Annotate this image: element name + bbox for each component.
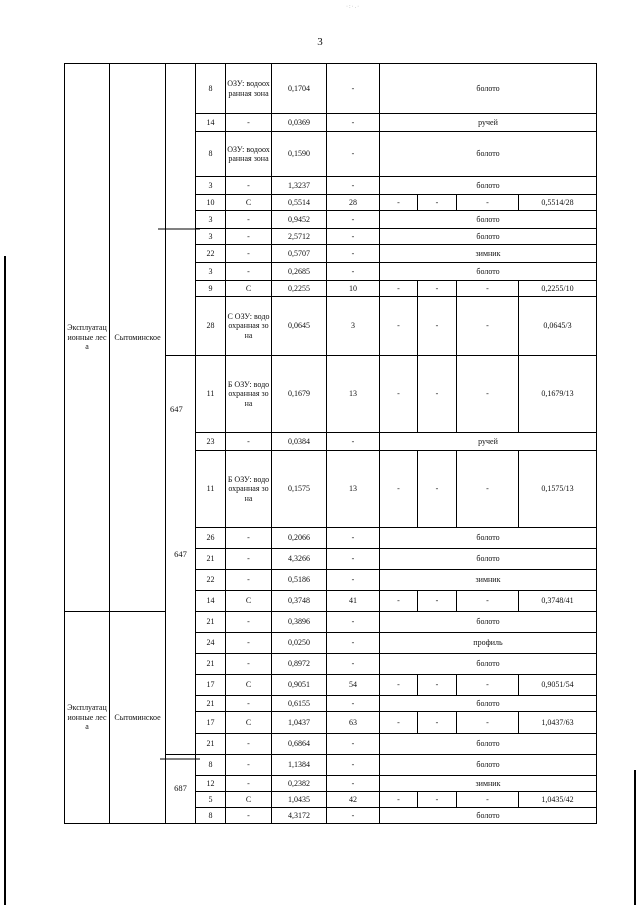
division-cell: 8 <box>196 64 226 114</box>
area-cell: 1,1384 <box>272 755 327 776</box>
table-row <box>65 612 597 633</box>
area-cell: 0,0250 <box>272 633 327 654</box>
value-cell: - <box>418 792 457 808</box>
note-cell: болото <box>380 132 597 177</box>
note-cell: зимник <box>380 245 597 263</box>
category-cell: - <box>226 776 272 792</box>
category-cell: С <box>226 195 272 211</box>
bonitet-cell: - <box>327 211 380 229</box>
bonitet-cell: - <box>327 549 380 570</box>
page-number: 3 <box>317 36 323 48</box>
note-cell: зимник <box>380 776 597 792</box>
area-cell: 0,1704 <box>272 64 327 114</box>
division-cell: 8 <box>196 808 226 824</box>
scan-corner-mark: ·:·.· <box>346 4 361 10</box>
category-cell: С <box>226 675 272 696</box>
area-cell: 0,2685 <box>272 263 327 281</box>
category-cell: - <box>226 612 272 633</box>
area-cell: 0,3748 <box>272 591 327 612</box>
category-cell: - <box>226 755 272 776</box>
category-cell: - <box>226 734 272 755</box>
bonitet-cell: 28 <box>327 195 380 211</box>
quarter-cell: 647 <box>166 356 196 755</box>
note-cell: ручей <box>380 433 597 451</box>
division-cell: 26 <box>196 528 226 549</box>
bonitet-cell: - <box>327 776 380 792</box>
category-cell: - <box>226 696 272 712</box>
quarter-cell: 687 <box>166 755 196 824</box>
value-cell: - <box>380 712 418 734</box>
bonitet-cell: - <box>327 177 380 195</box>
area-cell: 1,0435 <box>272 792 327 808</box>
bonitet-cell: - <box>327 696 380 712</box>
category-cell: ОЗУ: водоохранная зона <box>226 132 272 177</box>
category-cell: ОЗУ: водоохранная зона <box>226 64 272 114</box>
area-cell: 1,3237 <box>272 177 327 195</box>
division-cell: 22 <box>196 570 226 591</box>
division-cell: 11 <box>196 451 226 528</box>
forestry-cell: Сытоминское <box>110 612 166 824</box>
value-cell: - <box>380 297 418 356</box>
volume-cell: 0,3748/41 <box>519 591 597 612</box>
category-cell: С <box>226 591 272 612</box>
category-cell: - <box>226 570 272 591</box>
value-cell: - <box>418 451 457 528</box>
bonitet-cell: - <box>327 654 380 675</box>
bonitet-cell: - <box>327 114 380 132</box>
value-cell: - <box>380 281 418 297</box>
category-cell: Б ОЗУ: водоохранная зона <box>226 451 272 528</box>
category-cell: - <box>226 549 272 570</box>
area-cell: 0,8972 <box>272 654 327 675</box>
area-cell: 0,2066 <box>272 528 327 549</box>
volume-cell: 1,0435/42 <box>519 792 597 808</box>
area-cell: 0,0369 <box>272 114 327 132</box>
land-plot-table <box>64 63 597 824</box>
division-cell: 28 <box>196 297 226 356</box>
value-cell: - <box>457 591 519 612</box>
value-cell: - <box>380 675 418 696</box>
bonitet-cell: 54 <box>327 675 380 696</box>
category-cell: С <box>226 792 272 808</box>
table-row <box>65 64 597 114</box>
value-cell: - <box>457 297 519 356</box>
area-cell: 0,5707 <box>272 245 327 263</box>
quarter-cell <box>166 64 196 356</box>
category-cell: Б ОЗУ: водоохранная зона <box>226 356 272 433</box>
area-cell: 2,5712 <box>272 229 327 245</box>
division-cell: 8 <box>196 132 226 177</box>
note-cell: болото <box>380 654 597 675</box>
note-cell: болото <box>380 528 597 549</box>
note-cell: болото <box>380 755 597 776</box>
category-cell: - <box>226 263 272 281</box>
division-cell: 21 <box>196 612 226 633</box>
value-cell: - <box>457 675 519 696</box>
note-cell: болото <box>380 696 597 712</box>
value-cell: - <box>380 792 418 808</box>
division-cell: 12 <box>196 776 226 792</box>
value-cell: - <box>418 356 457 433</box>
bonitet-cell: - <box>327 433 380 451</box>
bonitet-cell: 13 <box>327 356 380 433</box>
area-cell: 4,3172 <box>272 808 327 824</box>
area-cell: 0,1575 <box>272 451 327 528</box>
category-cell: - <box>226 245 272 263</box>
category-cell: - <box>226 633 272 654</box>
value-cell: - <box>457 356 519 433</box>
category-cell: С ОЗУ: водоохранная зона <box>226 297 272 356</box>
bonitet-cell: 3 <box>327 297 380 356</box>
value-cell: - <box>418 195 457 211</box>
division-cell: 17 <box>196 675 226 696</box>
bonitet-cell: 41 <box>327 591 380 612</box>
area-cell: 0,5514 <box>272 195 327 211</box>
division-cell: 5 <box>196 792 226 808</box>
category-cell: С <box>226 712 272 734</box>
volume-cell: 0,9051/54 <box>519 675 597 696</box>
division-cell: 24 <box>196 633 226 654</box>
category-cell: - <box>226 654 272 675</box>
division-cell: 23 <box>196 433 226 451</box>
bonitet-cell: - <box>327 263 380 281</box>
note-cell: болото <box>380 64 597 114</box>
value-cell: - <box>457 195 519 211</box>
division-cell: 17 <box>196 712 226 734</box>
division-cell: 3 <box>196 177 226 195</box>
bonitet-cell: - <box>327 633 380 654</box>
volume-cell: 0,0645/3 <box>519 297 597 356</box>
division-cell: 21 <box>196 654 226 675</box>
area-cell: 0,2255 <box>272 281 327 297</box>
division-cell: 9 <box>196 281 226 297</box>
value-cell: - <box>418 591 457 612</box>
quarter-continuation-label: 647 <box>170 404 183 414</box>
division-cell: 3 <box>196 211 226 229</box>
note-cell: болото <box>380 263 597 281</box>
note-cell: профиль <box>380 633 597 654</box>
bonitet-cell: - <box>327 570 380 591</box>
area-cell: 0,9452 <box>272 211 327 229</box>
bonitet-cell: - <box>327 808 380 824</box>
category-cell: - <box>226 433 272 451</box>
note-cell: болото <box>380 211 597 229</box>
note-cell: ручей <box>380 114 597 132</box>
category-cell: - <box>226 528 272 549</box>
scan-left-edge-line <box>4 256 6 905</box>
value-cell: - <box>380 451 418 528</box>
note-cell: болото <box>380 229 597 245</box>
area-cell: 0,6864 <box>272 734 327 755</box>
volume-cell: 0,2255/10 <box>519 281 597 297</box>
category-cell: - <box>226 177 272 195</box>
bonitet-cell: 10 <box>327 281 380 297</box>
division-cell: 21 <box>196 734 226 755</box>
value-cell: - <box>457 712 519 734</box>
category-cell: С <box>226 281 272 297</box>
bonitet-cell: 13 <box>327 451 380 528</box>
division-cell: 14 <box>196 591 226 612</box>
value-cell: - <box>380 356 418 433</box>
bonitet-cell: - <box>327 64 380 114</box>
bonitet-cell: - <box>327 755 380 776</box>
division-cell: 10 <box>196 195 226 211</box>
bonitet-cell: 42 <box>327 792 380 808</box>
division-cell: 21 <box>196 696 226 712</box>
area-cell: 0,5186 <box>272 570 327 591</box>
division-cell: 3 <box>196 229 226 245</box>
volume-cell: 0,5514/28 <box>519 195 597 211</box>
value-cell: - <box>418 297 457 356</box>
division-cell: 21 <box>196 549 226 570</box>
forest-type-cell: Эксплуатационные леса <box>65 612 110 824</box>
bonitet-cell: - <box>327 528 380 549</box>
bonitet-cell: - <box>327 612 380 633</box>
value-cell: - <box>380 591 418 612</box>
bonitet-cell: - <box>327 229 380 245</box>
note-cell: зимник <box>380 570 597 591</box>
division-cell: 11 <box>196 356 226 433</box>
area-cell: 1,0437 <box>272 712 327 734</box>
bonitet-cell: - <box>327 245 380 263</box>
forestry-cell: Сытоминское <box>110 64 166 612</box>
area-cell: 4,3266 <box>272 549 327 570</box>
category-cell: - <box>226 808 272 824</box>
forest-type-cell: Эксплуатационные леса <box>65 64 110 612</box>
area-cell: 0,3896 <box>272 612 327 633</box>
area-cell: 0,6155 <box>272 696 327 712</box>
bonitet-cell: - <box>327 132 380 177</box>
value-cell: - <box>418 712 457 734</box>
area-cell: 0,2382 <box>272 776 327 792</box>
area-cell: 0,0645 <box>272 297 327 356</box>
division-cell: 8 <box>196 755 226 776</box>
note-cell: болото <box>380 734 597 755</box>
area-cell: 0,0384 <box>272 433 327 451</box>
value-cell: - <box>380 195 418 211</box>
value-cell: - <box>418 281 457 297</box>
value-cell: - <box>418 675 457 696</box>
note-cell: болото <box>380 808 597 824</box>
volume-cell: 0,1575/13 <box>519 451 597 528</box>
volume-cell: 1,0437/63 <box>519 712 597 734</box>
area-cell: 0,9051 <box>272 675 327 696</box>
note-cell: болото <box>380 612 597 633</box>
scan-right-edge-line <box>634 770 636 905</box>
division-cell: 14 <box>196 114 226 132</box>
area-cell: 0,1679 <box>272 356 327 433</box>
volume-cell: 0,1679/13 <box>519 356 597 433</box>
category-cell: - <box>226 114 272 132</box>
area-cell: 0,1590 <box>272 132 327 177</box>
value-cell: - <box>457 281 519 297</box>
category-cell: - <box>226 229 272 245</box>
bonitet-cell: - <box>327 734 380 755</box>
value-cell: - <box>457 451 519 528</box>
note-cell: болото <box>380 549 597 570</box>
value-cell: - <box>457 792 519 808</box>
category-cell: - <box>226 211 272 229</box>
division-cell: 3 <box>196 263 226 281</box>
bonitet-cell: 63 <box>327 712 380 734</box>
note-cell: болото <box>380 177 597 195</box>
division-cell: 22 <box>196 245 226 263</box>
